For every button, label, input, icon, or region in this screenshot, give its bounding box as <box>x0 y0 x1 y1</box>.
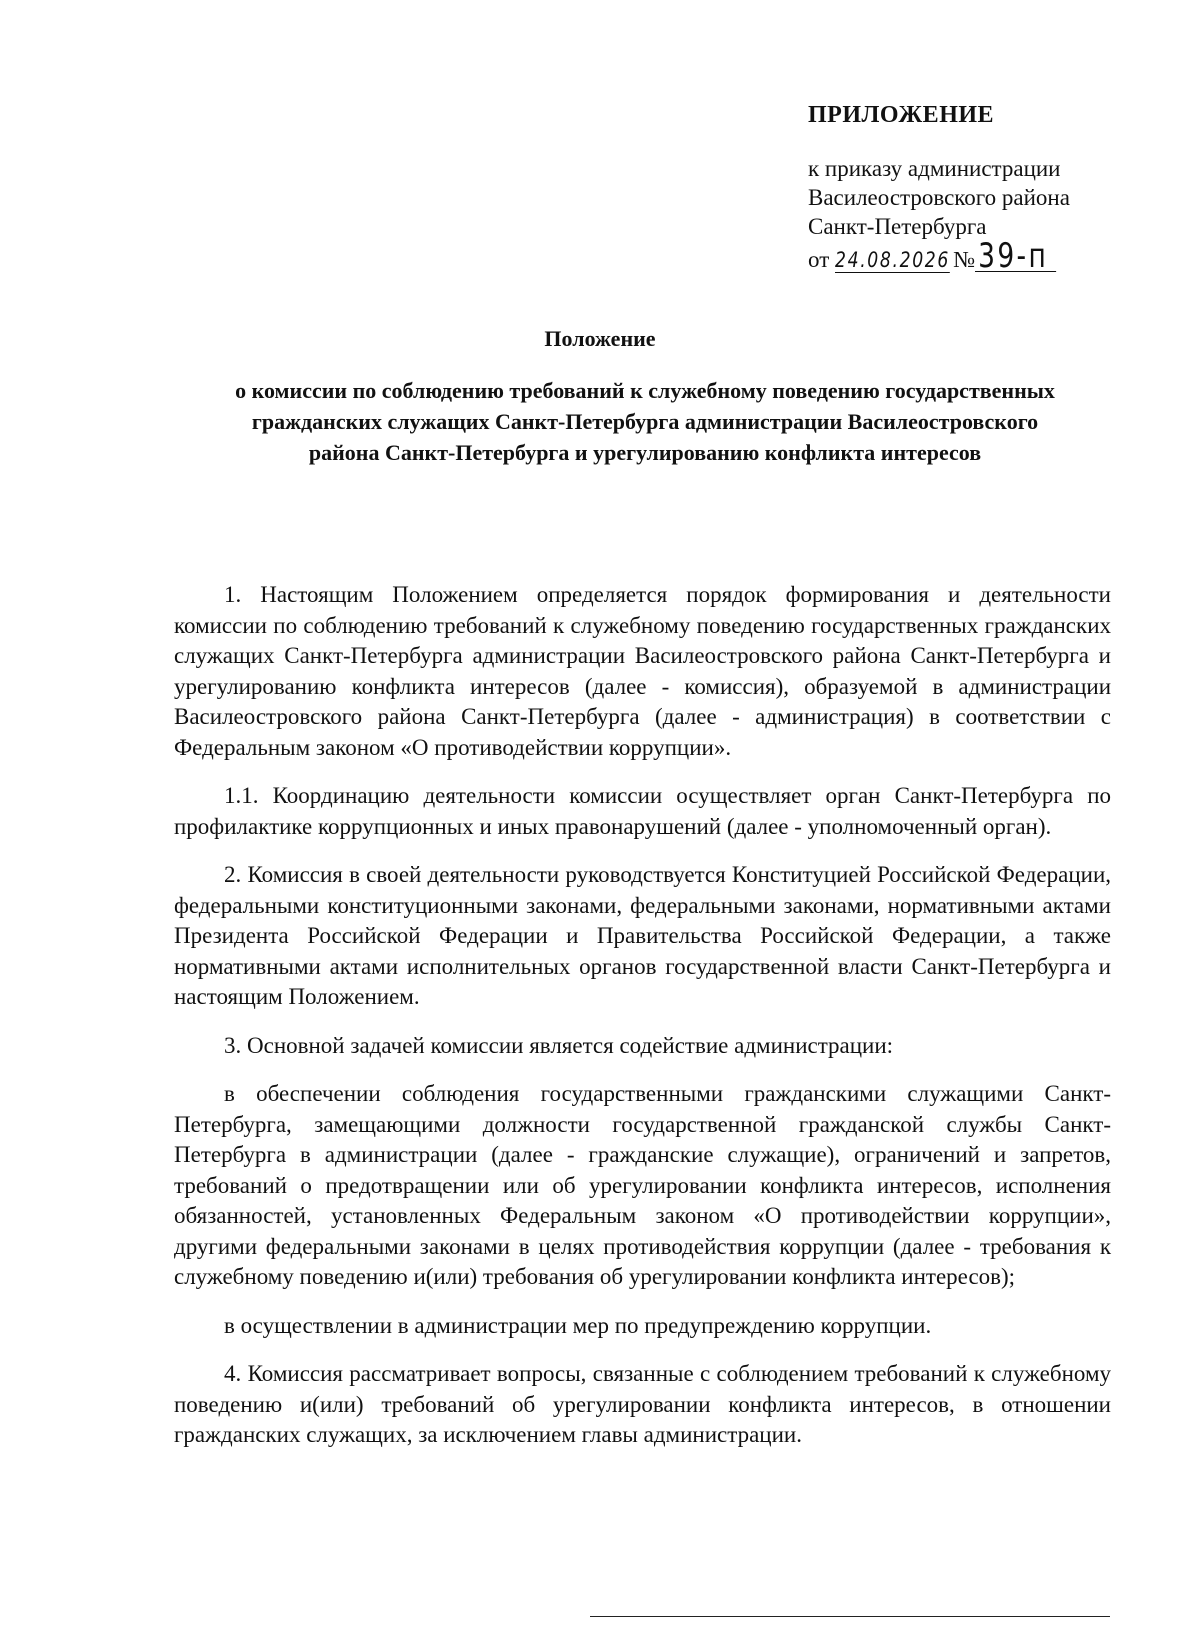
document-subtitle: о комиссии по соблюдению требований к служебному поведению государственных гражданских служащих Санкт-Петербурга администрации Василеостровского района Санкт-Петербурга и урегулированию конфликта интересов <box>235 378 1055 465</box>
order-from-label: от <box>808 247 830 272</box>
paragraph-3-item-1: в обеспечении соблюдения государственными гражданскими служащими Санкт-Петербурга, замещающими должности государственной гражданской службы Санкт-Петербурга в администрации (далее - гражданские служащие), ограничений и запретов, требований о предотвращении или об урегулировании конфликта интересов, исполнения обязанностей, установленных Федеральным законом «О противодействии коррупции», другими федеральными законами в целях противодействия коррупции (далее - требования к служебному поведению и(или) требования об урегулировании конфликта интересов); <box>174 1081 1111 1289</box>
paragraph-4: 4. Комиссия рассматривает вопросы, связанные с соблюдением требований к служебному поведению и(или) требований об урегулировании конфликта интересов, в отношении гражданских служащих, за исключением главы администрации. <box>174 1361 1111 1447</box>
appendix-line-1: к приказу администрации <box>808 156 1061 181</box>
appendix-line-2: Василеостровского района <box>808 185 1070 210</box>
paragraph-2: 2. Комиссия в своей деятельности руководствуется Конституцией Российской Федерации, федеральными конституционными законами, федеральными законами, нормативными актами Президента Российской Федерации и Правительства Российской Федерации, а также нормативными актами исполнительных органов государственной власти Санкт-Петербурга и настоящим Положением. <box>174 862 1111 1009</box>
paragraph-3-item-2: в осуществлении в администрации мер по предупреждению коррупции. <box>224 1312 932 1338</box>
document-body <box>174 580 1111 1469</box>
order-line <box>808 236 1178 276</box>
appendix-block <box>808 100 1178 274</box>
paragraph-1: 1. Настоящим Положением определяется порядок формирования и деятельности комиссии по соблюдению требований к служебному поведению государственных гражданских служащих Санкт-Петербурга администрации Василеостровского района Санкт-Петербурга и урегулированию конфликта интересов (далее - комиссия), образуемой в администрации Василеостровского района Санкт-Петербурга (далее - администрация) в соответствии с Федеральным законом «О противодействии коррупции». <box>174 582 1111 760</box>
appendix-title: ПРИЛОЖЕНИЕ <box>808 102 995 128</box>
document-title: Положение <box>544 326 656 351</box>
order-number: 39-п <box>975 241 1056 272</box>
paragraph-1-1: 1.1. Координацию деятельности комиссии осуществляет орган Санкт-Петербурга по профилактике коррупционных и иных правонарушений (далее - уполномоченный орган). <box>174 783 1111 839</box>
order-date: 24.08.2026 <box>835 248 951 272</box>
footnote-divider <box>590 1616 1110 1617</box>
paragraph-3: 3. Основной задачей комиссии является содействие администрации: <box>224 1032 894 1058</box>
order-number-label: № <box>953 247 976 272</box>
appendix-line-3: Санкт-Петербурга <box>808 214 987 239</box>
